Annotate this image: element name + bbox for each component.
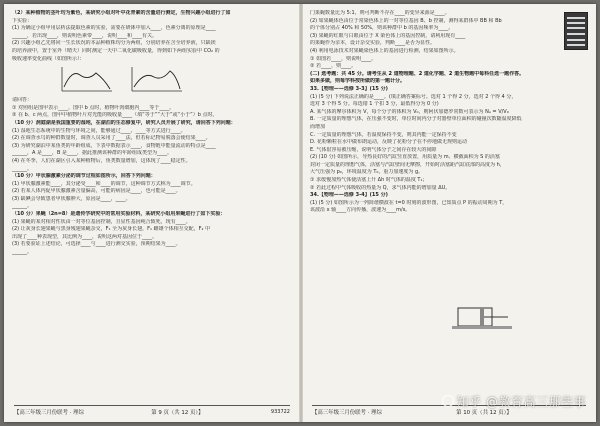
- right-line: (2) (10 分) 如图所示，导热良好的汽缸竖直放置，用质量为 m、横截面积为 S 的活塞: [310, 154, 500, 161]
- right-line: (1) (5 分) 下列说法正确的是____。(填正确答案标号。选对 1 个得 2 分，选对 2 个得 4 分，: [310, 93, 517, 100]
- right-line: ① 如图若____，则说明____。: [310, 55, 377, 62]
- right-footer-page: 第 10 页（共 12 页）】: [456, 410, 512, 416]
- electrophoresis-figure: [564, 12, 588, 50]
- right-line: ① 求缓慢加热气体使活塞上升 Δh 时气体的温度 T₁；: [310, 177, 428, 184]
- left-page-footer: [14, 405, 290, 418]
- left-line: （10 分）果蝇（2n=8）是遗传学研究中的常用实验材料，某研究小组用果蝇进行了如下实验：: [12, 211, 226, 218]
- right-line: (3) 果蝇的红眼与白眼由位于 X 染色体上的基因控制，请利用现有____: [310, 32, 466, 39]
- right-line: ② 若____，则____。: [310, 63, 357, 70]
- left-line: (1) 为确定小组甲用层析法提取色素的实验，需要在研钵中加入____，色素分离的原理是____: [12, 25, 216, 32]
- left-line: 的培养液中，置于室外（晴天）同时测定一天中二氧化碳吸收量，得到如下两组实验中 CO₂ 的: [12, 47, 220, 54]
- right-line: E. 气体很容易被压缩，说明气体分子之间存在较大的间隙: [310, 146, 437, 153]
- left-line: (2) 在调查水鸟的种群数量时，调查人员采用了____法，但若标记物易脱落会使结果____。: [12, 135, 211, 142]
- piston-cylinder-figure: [452, 304, 512, 330]
- right-line: C. 一定质量的理想气体，若温度保持不变，则其内能一定保持不变: [310, 131, 457, 138]
- left-footer-page: 第 9 页（共 12 页）】: [151, 410, 204, 416]
- left-line: (1) 湿地生态系统中的生物与环境之间，能够通过____、____等方式进行____。: [12, 127, 186, 134]
- right-line: 封闭一定质量的理想气体，活塞与汽缸壁间无摩擦，开始时活塞距汽缸底部的高度为 h，: [310, 161, 505, 168]
- zhihu-logo-icon: [442, 395, 454, 407]
- right-line: (4) 利用电泳技术对果蝇染色体上的基因进行检测，结果如图所示。: [310, 47, 459, 54]
- right-line: 该波沿 x 轴____方向传播，波速为____m/s。: [310, 207, 411, 214]
- right-line: 门果蝇数量比为 5:1，则可判断不存在____的变异来源是____。: [310, 10, 450, 16]
- left-line: 吸收速率变化曲线（如图所示）：: [12, 55, 85, 62]
- left-line: ______。: [12, 165, 33, 172]
- right-line: ② 若此过程中气体吸收的热量为 Q，求气体内能的增加量 ΔU。: [310, 184, 451, 191]
- right-line: 的果蝇作为亲本，设计杂交实验，判断____是否为显性。: [310, 40, 436, 47]
- left-line: (4) 在冬季，人们在湖区引入某种植物后，鱼类数量增加，这体现了____稳定性。: [12, 157, 191, 164]
- exam-spread: [4, 4, 596, 422]
- left-line: (3) 为研究湖泊中某鱼类的年龄组成，下表中数据表示____，食物链中能量流动的特点是____: [12, 142, 216, 149]
- left-line: (2) 兴趣小组乙先将同一生长状况的本品种植株均分为两组，分别培养在含全培养液，只缺镁: [12, 40, 216, 47]
- right-line: 的个体分别占 40% 和 50%，则该种群中 b 的基因频率为____。: [310, 25, 454, 32]
- left-line: (3) 缺碘会导致患者甲状腺肿大，原因是____，____。: [12, 195, 131, 202]
- curve-graph-b: [128, 65, 184, 95]
- right-line: 34.【物理——选修 3-4】(15 分): [310, 192, 388, 199]
- watermark-text: 知乎 @教育高三那些事: [456, 395, 586, 409]
- left-footer-title: 【高三年级三月份联考 · 理综: [14, 410, 84, 416]
- left-line: (2) 若某人体内促甲状腺激素含量偏高，可能的病因是____，也可能是____。: [12, 188, 181, 195]
- right-line: (2) 如果蝇体色由位于常染色体上的一对等位基因 B、b 控制，测得某群体中 BB 和 Bb: [310, 17, 502, 24]
- right-line: 如果多做，则每学科按所做的第一题计分。: [310, 78, 406, 85]
- left-line: ______。: [12, 203, 33, 210]
- right-line: (二) 选考题：共 45 分。请考生从 2 道物理题、2 道化学题、2 道生物题中每科任选一题作答。: [310, 70, 525, 77]
- curve-graph-a: [58, 65, 114, 95]
- right-line: 而增加: [310, 123, 326, 130]
- left-line: (1) 果蝇的某对相对性状由一对等位基因控制，且显性基因纯合致死，现有____。: [12, 218, 191, 225]
- left-line: （10 分）甲状腺激素分泌的调节过程如图所示，回答下列问题：: [12, 173, 156, 180]
- right-line: B. 一定质量的理想气体，在压强不变时，单位时间内分子对器壁单位面积的碰撞次数随温度降低: [310, 116, 522, 123]
- left-page-text: [12, 10, 292, 400]
- left-line: ______。: [12, 249, 33, 256]
- right-footer-title: 【高三年级三月份联考 · 理综: [312, 410, 382, 416]
- right-line: 选对 3 个得 5 分。每选错 1 个扣 3 分，最低得分为 0 分): [310, 101, 439, 108]
- left-line: ______，A 是____，B 是____，据此推测该种群的年龄组成类型为____。: [12, 150, 173, 157]
- left-line: (2) 让灰身长翅果蝇与黑身残翅果蝇杂交，F₁ 全为灰身长翅，F₁ 雌雄个体相互交配，F₂ 中: [12, 226, 211, 233]
- co2-curve-figures: [58, 65, 292, 95]
- left-line: 出现了____种表现型，其比例为____，说明这两对基因位于____。: [12, 233, 158, 240]
- right-line: 大气压强为 p₀，环境温度为 T₀，重力加速度为 g。: [310, 169, 424, 176]
- left-line: 下实验：: [12, 17, 33, 24]
- right-page: [302, 4, 596, 422]
- right-page-text: [310, 10, 588, 400]
- left-line: ______，若出现____，则说明色素带____，说明____和____有关。: [12, 32, 158, 39]
- right-line: 33.【物理——选修 3-3】(15 分): [310, 85, 388, 92]
- left-line: ② 在 b、c 两点，图甲中植物叶片对光能的吸收量____（填“等于”“大于”或“小于”）b 点时。: [12, 112, 218, 119]
- right-line: (1) (5 分) 如图所示为一列简谐横波在 t=0 时刻的波形图，已知质点 P 的振动周期为 T，: [310, 199, 508, 206]
- watermark: [442, 393, 586, 410]
- left-line: 请回答：: [12, 97, 33, 104]
- left-footer-code: 933722: [270, 409, 290, 415]
- left-line: （10 分）洞庭湖是我国重要的湿地，在湖泊的生态修复中，研究人员开展了研究，请回答下列问题：: [12, 119, 236, 126]
- left-line: (1) 甲状腺激素能____，其分泌受____和____的调节，这种调节方式称为____调节。: [12, 180, 196, 187]
- left-line: ① 对照组是图甲表示____，图中 b 点时，植物叶肉细胞内____等于____。: [12, 104, 175, 111]
- left-line: （2）某种植物的茎叶均为紫色，某研究小组对叶中花青素的含量进行测定，生物兴趣小组进行了如: [12, 10, 231, 16]
- left-line: (3) 若要验证上述结论，可选择____与____进行测交实验，预期结果为____。: [12, 241, 181, 248]
- right-line: A. 某气体的摩尔体积为 V，每个分子的体积为 V₀，则阿伏加德罗常数可表示为 Nₐ = V/V₀: [310, 108, 509, 115]
- right-line: D. 花粉颗粒在水中做布朗运动，反映了花粉分子在不停地做无规则运动: [310, 139, 468, 146]
- left-page: [4, 4, 300, 422]
